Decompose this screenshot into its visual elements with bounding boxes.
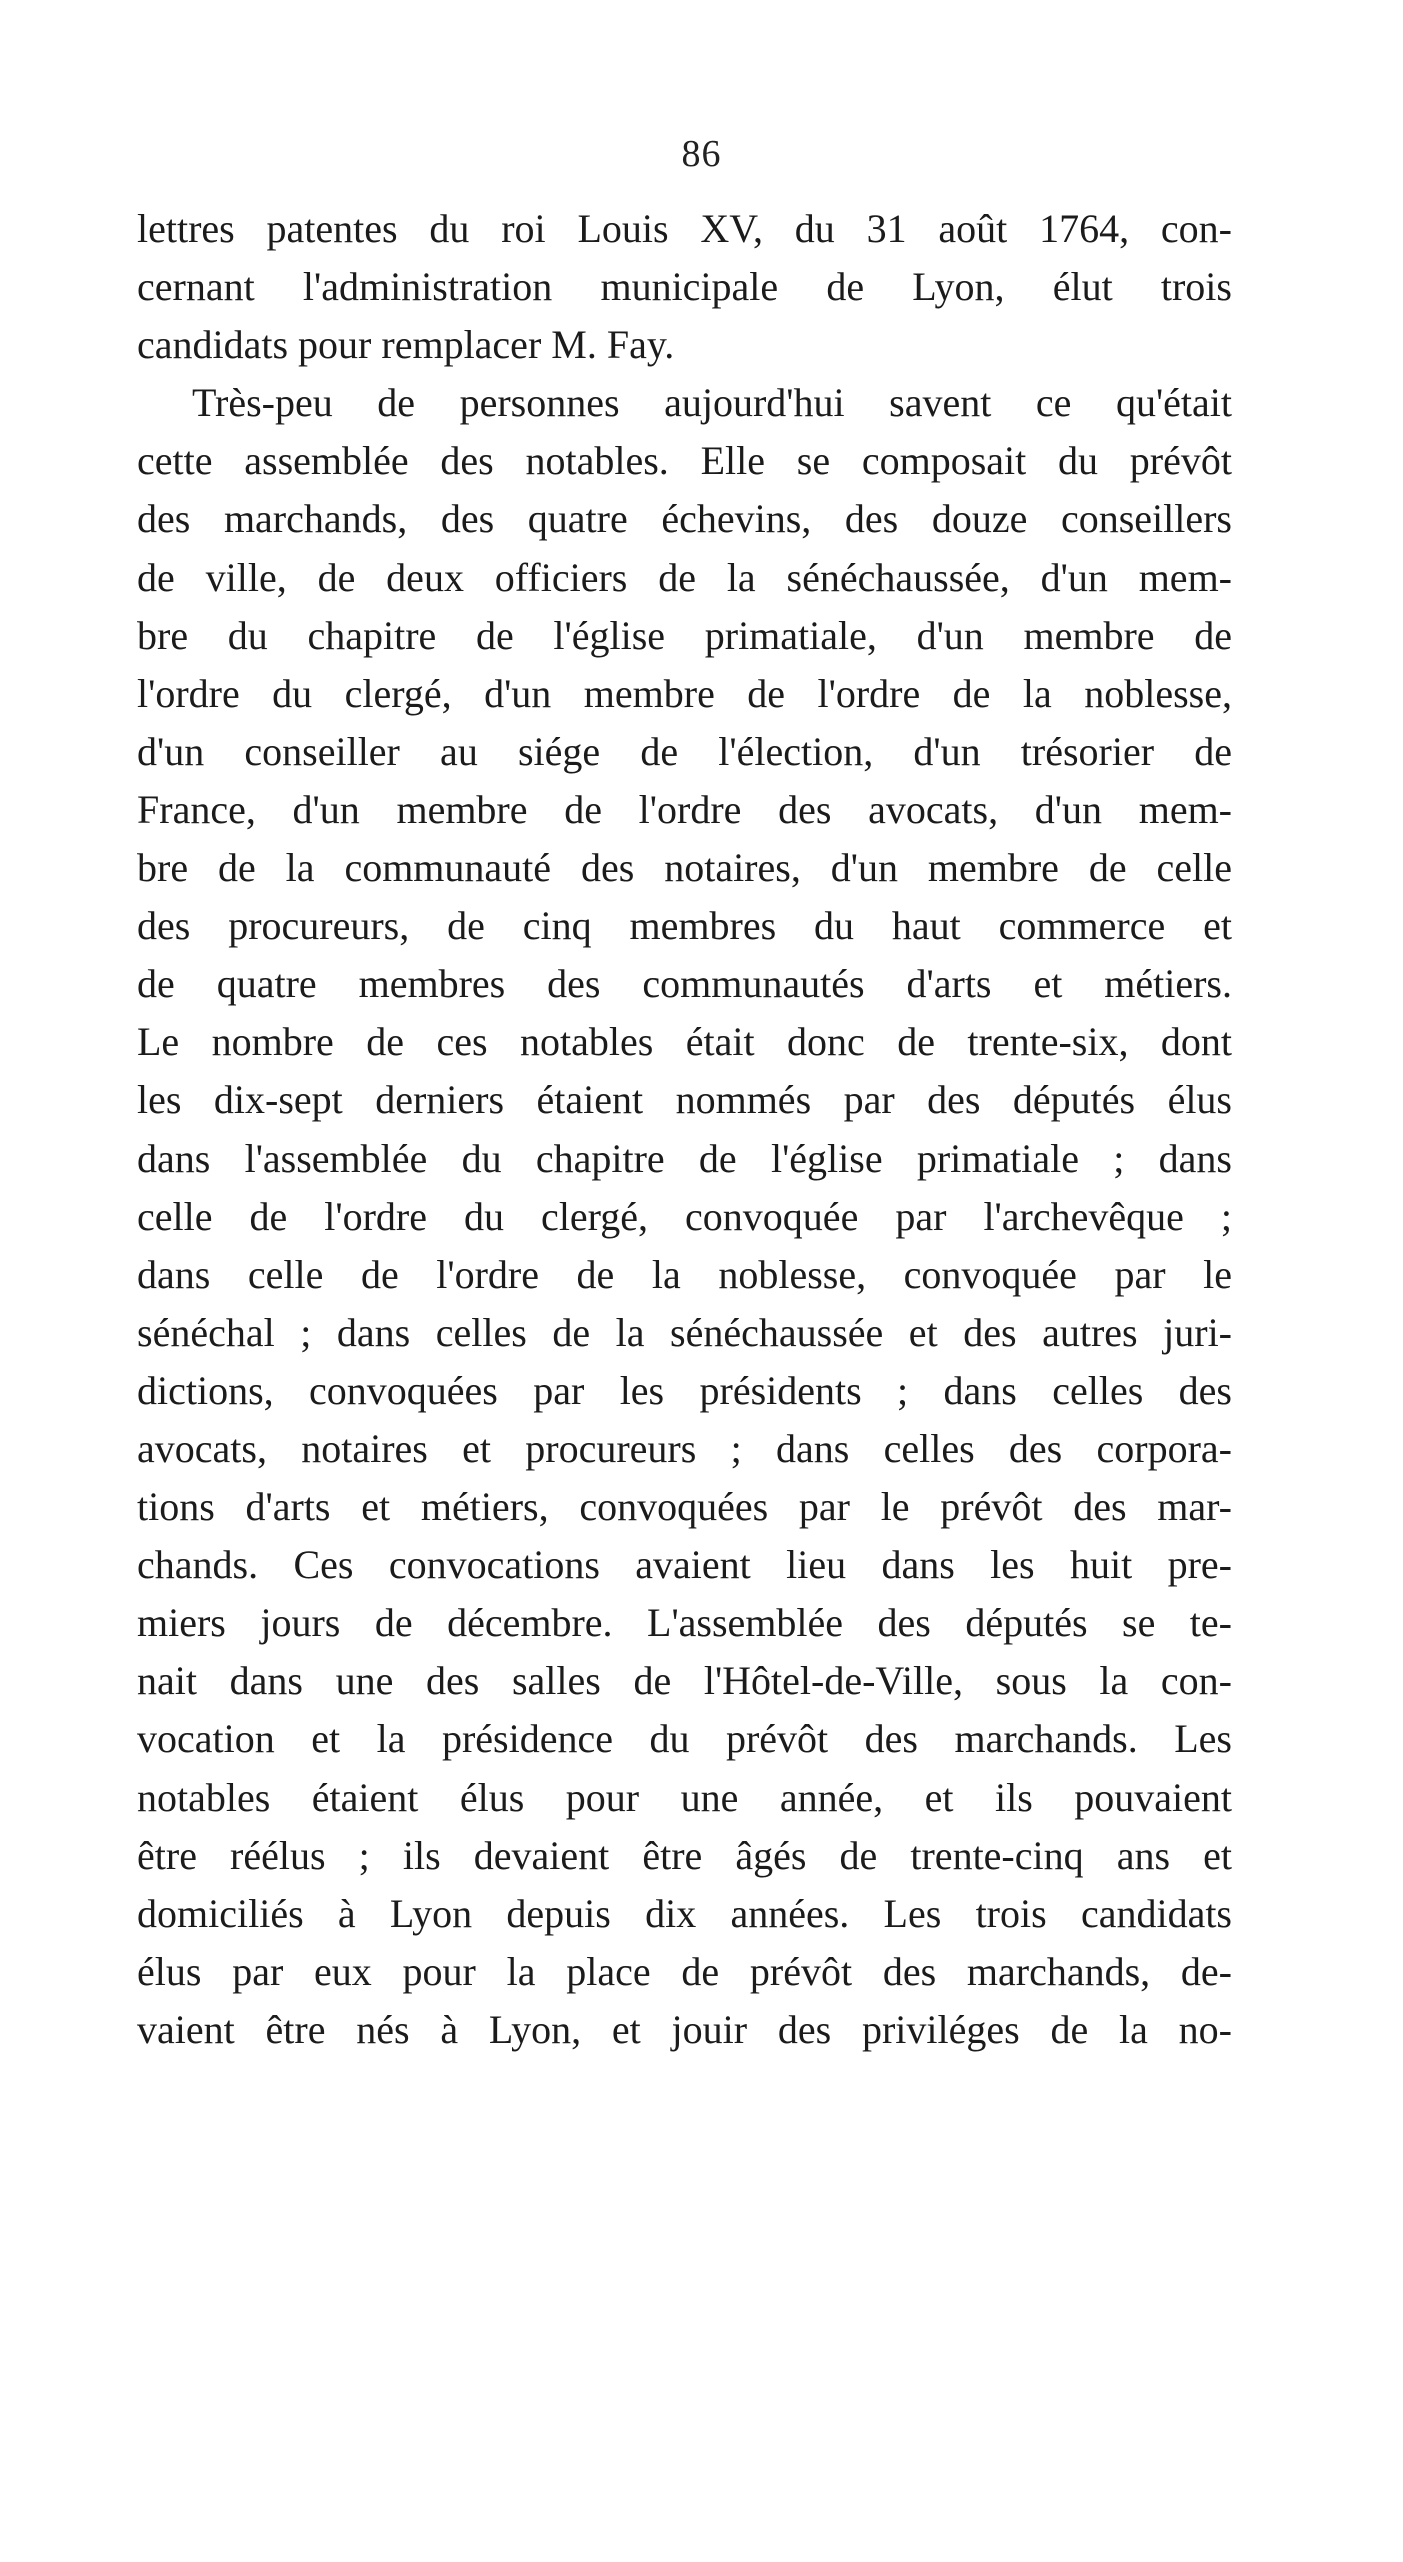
text-line: bre du chapitre de l'église primatiale, d'un membre de	[137, 612, 1232, 658]
text-line: bre de la communauté des notaires, d'un membre de celle	[137, 845, 1232, 891]
text-line: de ville, de deux officiers de la sénéchaussée, d'un mem-	[137, 554, 1232, 600]
text-line: Le nombre de ces notables était donc de trente-six, dont	[137, 1019, 1232, 1065]
text-line: nait dans une des salles de l'Hôtel-de-Ville, sous la con-	[137, 1658, 1232, 1704]
text-line: dictions, convoquées par les présidents ; dans celles des	[137, 1367, 1232, 1413]
text-line: d'un conseiller au siége de l'élection, d'un trésorier de	[137, 728, 1232, 774]
body-text	[137, 200, 1232, 2059]
text-line: Très-peu de personnes aujourd'hui savent ce qu'était	[192, 380, 1232, 426]
text-line: sénéchal ; dans celles de la sénéchaussée et des autres juri-	[137, 1309, 1232, 1355]
text-line: vaient être nés à Lyon, et jouir des priviléges de la no-	[137, 2006, 1232, 2052]
text-line: cernant l'administration municipale de Lyon, élut trois	[137, 264, 1232, 310]
text-line: lettres patentes du roi Louis XV, du 31 août 1764, con-	[137, 206, 1232, 251]
text-line: l'ordre du clergé, d'un membre de l'ordre de la noblesse,	[137, 670, 1232, 716]
text-line: élus par eux pour la place de prévôt des marchands, de-	[137, 1948, 1232, 1994]
text-line: dans celle de l'ordre de la noblesse, convoquée par le	[137, 1251, 1232, 1297]
text-line: France, d'un membre de l'ordre des avocats, d'un mem-	[137, 786, 1232, 832]
text-line: vocation et la présidence du prévôt des marchands. Les	[137, 1716, 1232, 1762]
text-line: notables étaient élus pour une année, et ils pouvaient	[137, 1774, 1232, 1820]
text-line: dans l'assemblée du chapitre de l'église primatiale ; dans	[137, 1135, 1232, 1181]
text-line: miers jours de décembre. L'assemblée des députés se te-	[137, 1600, 1232, 1646]
text-line: cette assemblée des notables. Elle se composait du prévôt	[137, 438, 1232, 484]
text-line: domiciliés à Lyon depuis dix années. Les trois candidats	[137, 1890, 1232, 1936]
text-line: les dix-sept derniers étaient nommés par des députés élus	[137, 1077, 1232, 1123]
text-line: chands. Ces convocations avaient lieu dans les huit pre-	[137, 1542, 1232, 1588]
text-line: des procureurs, de cinq membres du haut commerce et	[137, 903, 1232, 949]
text-line: celle de l'ordre du clergé, convoquée par l'archevêque ;	[137, 1193, 1232, 1239]
text-line: des marchands, des quatre échevins, des douze conseillers	[137, 496, 1232, 542]
text-line: avocats, notaires et procureurs ; dans celles des corpora-	[137, 1425, 1232, 1471]
text-line: être réélus ; ils devaient être âgés de trente-cinq ans et	[137, 1832, 1232, 1878]
page-number: 86	[681, 133, 722, 175]
text-line: tions d'arts et métiers, convoquées par le prévôt des mar-	[137, 1484, 1232, 1530]
text-line: candidats pour remplacer M. Fay.	[137, 322, 675, 368]
text-line: de quatre membres des communautés d'arts et métiers.	[137, 961, 1232, 1007]
